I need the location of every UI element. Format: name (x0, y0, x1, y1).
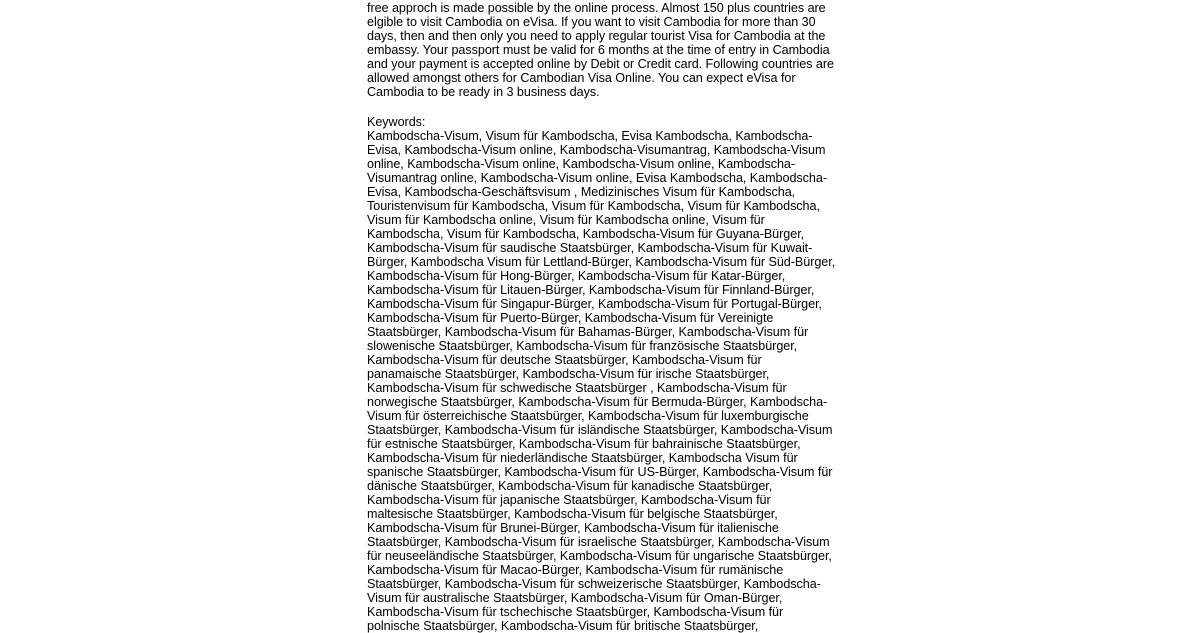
text-line: Kambodscha-Visum für Hong-Bürger, Kambodscha-Visum für Katar-Bürger, (367, 269, 786, 283)
text-line: Kambodscha-Visum für Puerto-Bürger, Kambodscha-Visum für Vereinigte (367, 311, 774, 325)
keywords-heading: Keywords: (367, 115, 426, 129)
text-line: Evisa, Kambodscha-Visum online, Kambodscha-Visumantrag, Kambodscha-Visum (367, 143, 826, 157)
text-line: dänische Staatsbürger, Kambodscha-Visum für kanadische Staatsbürger, (367, 479, 773, 493)
text-line: elgible to visit Cambodia on eVisa. If you want to visit Cambodia for more than 30 (367, 15, 816, 29)
text-line: Visum für Kambodscha online, Visum für Kambodscha online, Visum für (367, 213, 765, 227)
text-line: and your payment is accepted online by Debit or Credit card. Following countries are (367, 57, 834, 71)
text-line: slowenische Staatsbürger, Kambodscha-Visum für französische Staatsbürger, (367, 339, 798, 353)
text-line: Cambodia to be ready in 3 business days. (367, 85, 600, 99)
text-line: free approch is made possible by the online process. Almost 150 plus countries are (367, 1, 826, 15)
text-line: Staatsbürger, Kambodscha-Visum für schweizerische Staatsbürger, Kambodscha- (367, 577, 821, 591)
text-line: spanische Staatsbürger, Kambodscha-Visum für US-Bürger, Kambodscha-Visum für (367, 465, 833, 479)
text-line: Kambodscha-Visum für Singapur-Bürger, Kambodscha-Visum für Portugal-Bürger, (367, 297, 822, 311)
text-line: maltesische Staatsbürger, Kambodscha-Visum für belgische Staatsbürger, (367, 507, 778, 521)
text-line: norwegische Staatsbürger, Kambodscha-Visum für Bermuda-Bürger, Kambodscha- (367, 395, 828, 409)
text-line: Kambodscha-Visum für tschechische Staatsbürger, Kambodscha-Visum für (367, 605, 784, 619)
text-line: days, then and then only you need to apply regular tourist Visa for Cambodia at the (367, 29, 826, 43)
text-line: Visum für österreichische Staatsbürger, Kambodscha-Visum für luxemburgische (367, 409, 809, 423)
text-line: panamaische Staatsbürger, Kambodscha-Visum für irische Staatsbürger, (367, 367, 770, 381)
keywords-list (367, 129, 837, 633)
text-line: allowed amongst others for Cambodian Visa Online. You can expect eVisa for (367, 71, 796, 85)
text-line: Staatsbürger, Kambodscha-Visum für israelische Staatsbürger, Kambodscha-Visum (367, 535, 830, 549)
text-line: Kambodscha-Visum für deutsche Staatsbürger, Kambodscha-Visum für (367, 353, 762, 367)
text-line: Staatsbürger, Kambodscha-Visum für Bahamas-Bürger, Kambodscha-Visum für (367, 325, 809, 339)
text-line: embassy. Your passport must be valid for 6 months at the time of entry in Cambodia (367, 43, 830, 57)
text-line: Evisa, Kambodscha-Geschäftsvisum , Medizinisches Visum für Kambodscha, (367, 185, 796, 199)
text-line: polnische Staatsbürger, Kambodscha-Visum für britische Staatsbürger, (367, 619, 759, 633)
text-line: online, Kambodscha-Visum online, Kambodscha-Visum online, Kambodscha- (367, 157, 796, 171)
text-line: Kambodscha-Visum, Visum für Kambodscha, Evisa Kambodscha, Kambodscha- (367, 129, 813, 143)
text-line: Kambodscha-Visum für schwedische Staatsbürger , Kambodscha-Visum für (367, 381, 787, 395)
text-line: Touristenvisum für Kambodscha, Visum für Kambodscha, Visum für Kambodscha, (367, 199, 820, 213)
keywords-section (367, 115, 837, 633)
text-line: Visum für australische Staatsbürger, Kambodscha-Visum für Oman-Bürger, (367, 591, 783, 605)
text-line: Kambodscha-Visum für Macao-Bürger, Kambodscha-Visum für rumänische (367, 563, 784, 577)
text-line: Kambodscha-Visum für saudische Staatsbürger, Kambodscha-Visum für Kuwait- (367, 241, 813, 255)
text-line: Bürger, Kambodscha Visum für Lettland-Bürger, Kambodscha-Visum für Süd-Bürger, (367, 255, 836, 269)
intro-paragraph (367, 1, 837, 99)
text-line: Kambodscha, Visum für Kambodscha, Kambodscha-Visum für Guyana-Bürger, (367, 227, 805, 241)
text-content (367, 1, 837, 633)
text-line: Kambodscha-Visum für Litauen-Bürger, Kambodscha-Visum für Finnland-Bürger, (367, 283, 815, 297)
text-line: Kambodscha-Visum für Brunei-Bürger, Kambodscha-Visum für italienische (367, 521, 779, 535)
text-line: Visumantrag online, Kambodscha-Visum online, Evisa Kambodscha, Kambodscha- (367, 171, 827, 185)
text-line: Staatsbürger, Kambodscha-Visum für isländische Staatsbürger, Kambodscha-Visum (367, 423, 833, 437)
text-line: Kambodscha-Visum für japanische Staatsbürger, Kambodscha-Visum für (367, 493, 771, 507)
text-line: Kambodscha-Visum für niederländische Staatsbürger, Kambodscha Visum für (367, 451, 798, 465)
text-line: für neuseeländische Staatsbürger, Kambodscha-Visum für ungarische Staatsbürger, (367, 549, 832, 563)
text-line: für estnische Staatsbürger, Kambodscha-Visum für bahrainische Staatsbürger, (367, 437, 801, 451)
